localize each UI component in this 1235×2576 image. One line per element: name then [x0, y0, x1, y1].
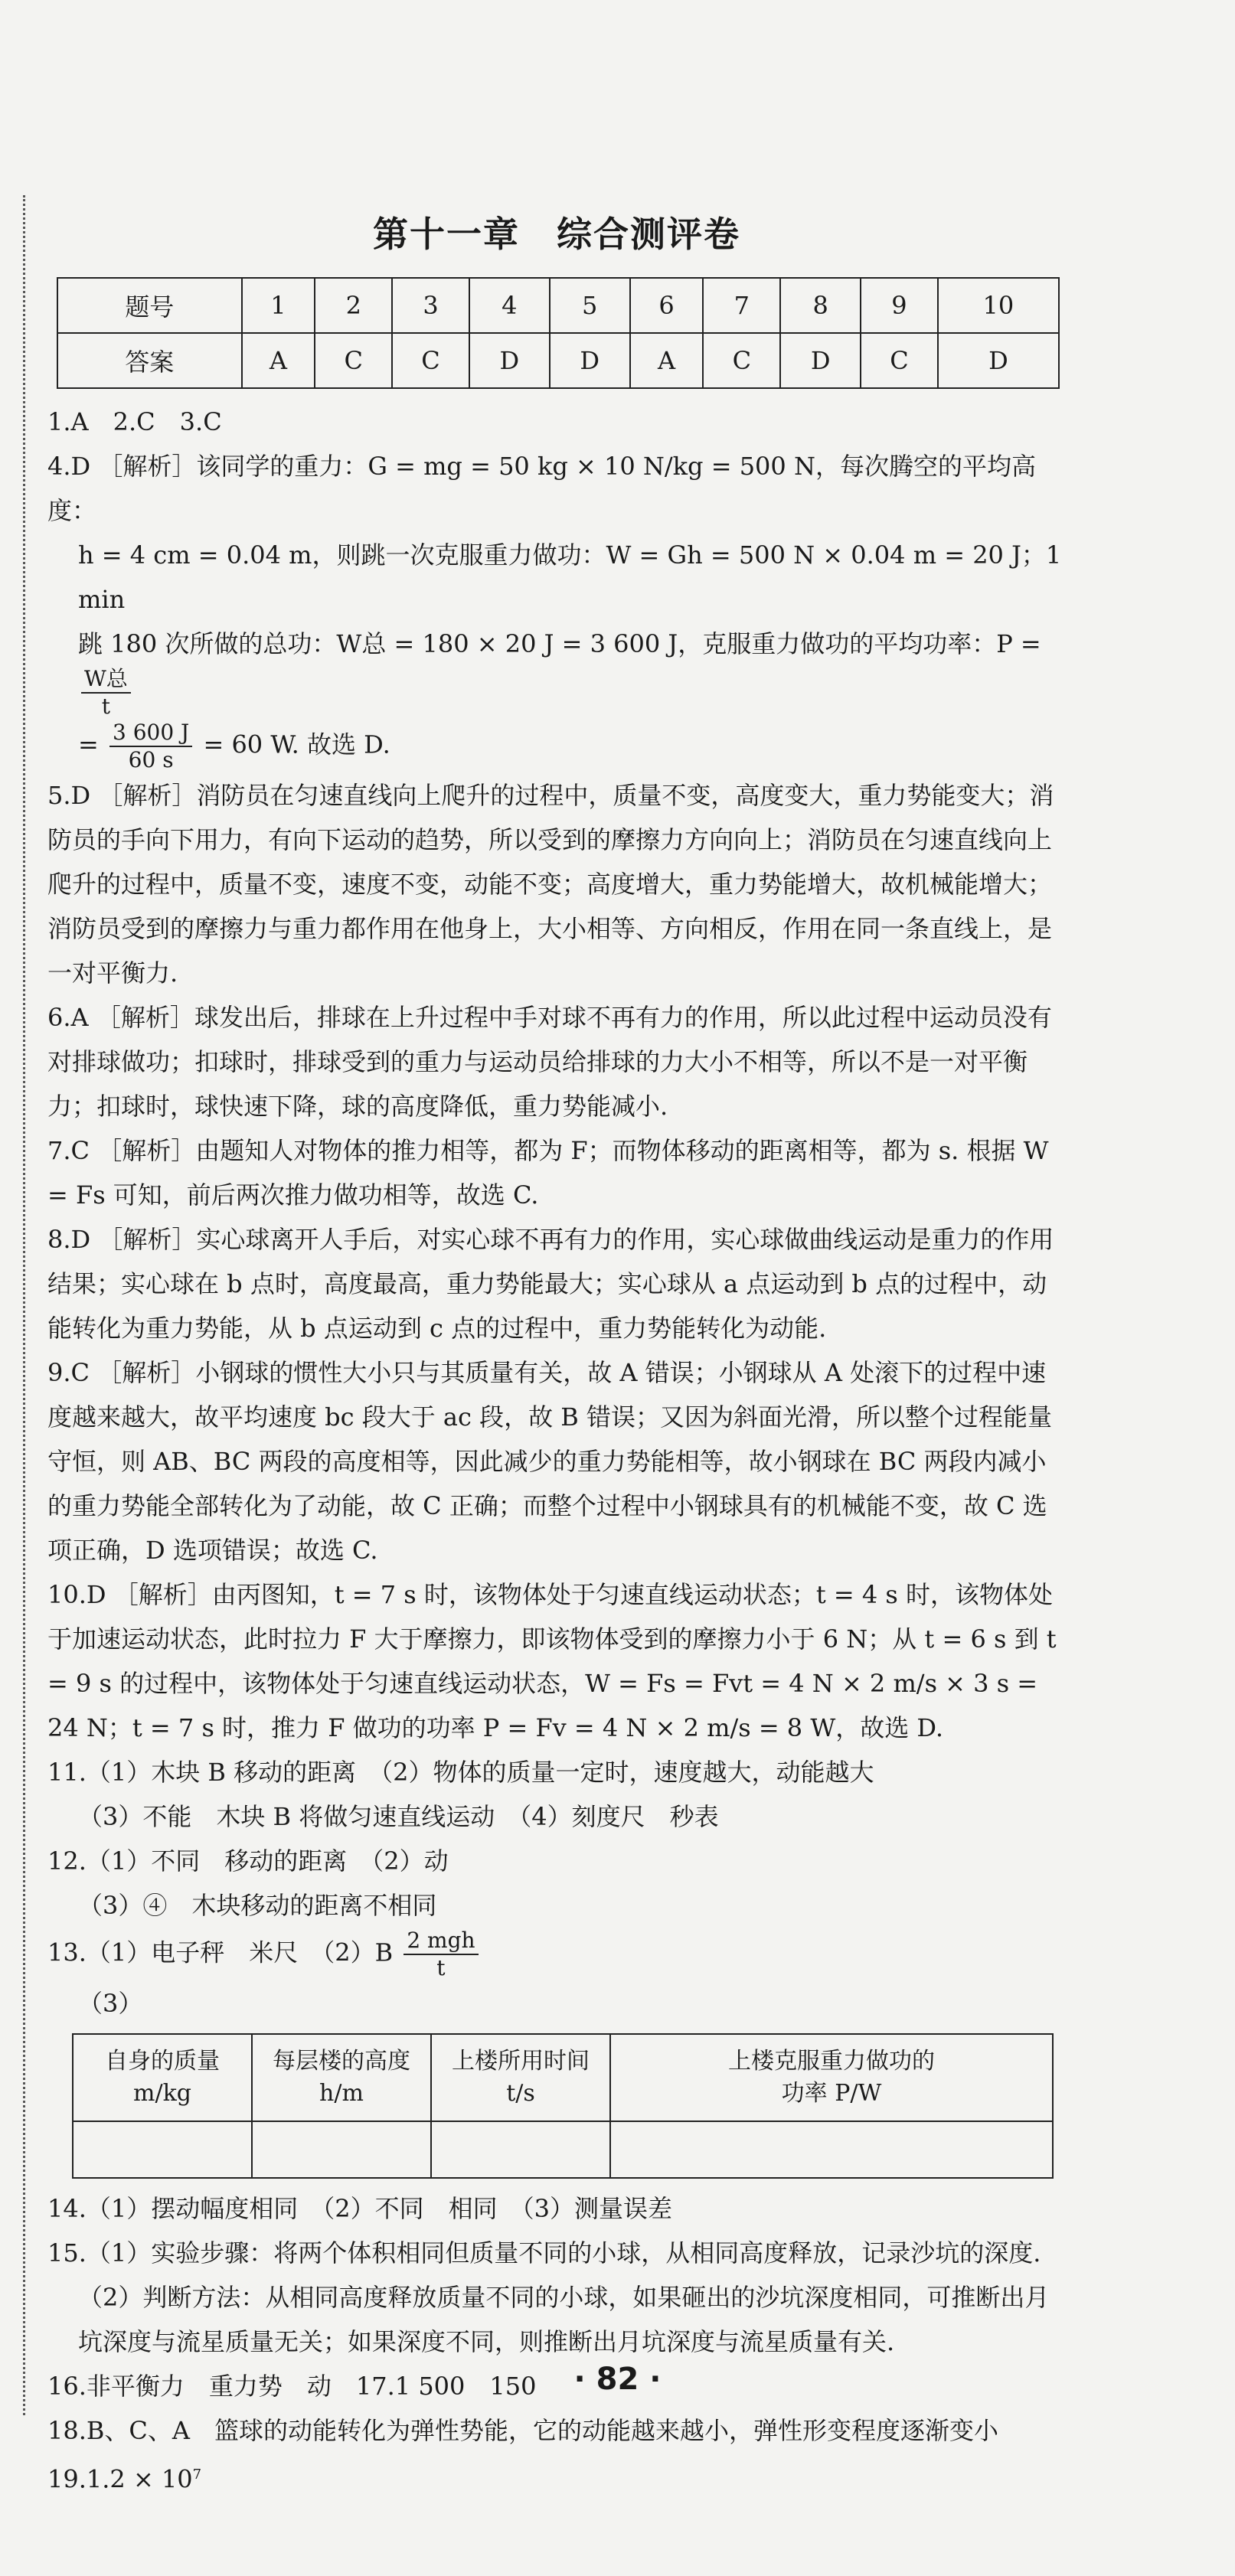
table-cell	[610, 2121, 1053, 2178]
power-fraction	[81, 666, 131, 720]
answer-key-answer-label: 答案	[57, 333, 242, 388]
answer-item-4-line	[47, 720, 1066, 773]
key-answer: D	[780, 333, 861, 388]
answer-item-4-result: = 60 W. 故选 D.	[203, 730, 390, 759]
answer-item-13-text: 13.（1）电子秤 米尺 （2）B	[47, 1938, 394, 1967]
fraction-numerator: 2 mgh	[403, 1928, 478, 1955]
table-header-cell	[431, 2034, 610, 2121]
power-formula-fraction	[403, 1928, 478, 1981]
key-answer: C	[392, 333, 469, 388]
page-title: 第十一章 综合测评卷	[373, 214, 740, 255]
key-number: 2	[315, 278, 392, 333]
table-header-row	[73, 2034, 1053, 2121]
answer-item-1-3: 1.A 2.C 3.C	[47, 407, 222, 436]
answer-item-16-17: 16.非平衡力 重力势 动 17.1 500 150	[47, 2372, 537, 2401]
answer-item-19-exponent: 7	[192, 2467, 202, 2483]
answer-item-19-base: 19.1.2 × 10	[47, 2464, 193, 2494]
key-answer: D	[469, 333, 550, 388]
answer-key-answer-row	[57, 333, 1059, 388]
header-text: 上楼克服重力做功的	[728, 2048, 935, 2075]
answer-item-6: 6.A ［解析］球发出后，排球在上升过程中手对球不再有力的作用，所以此过程中运动员没有对排球做功；扣球时，排球受到的重力与运动员给排球的力大小不相等，所以不是一对平衡力；扣球时，球快速下降，球的高度降低，重力势能减小.	[47, 1003, 1052, 1121]
answer-item-13-cont: （3）	[78, 1989, 143, 2018]
fraction-numerator: W总	[81, 666, 131, 694]
answer-item-13	[47, 1928, 1066, 1981]
key-answer: C	[861, 333, 938, 388]
header-unit: m/kg	[133, 2080, 191, 2107]
header-text: 每层楼的高度	[273, 2048, 410, 2075]
answer-key-number-row	[57, 278, 1059, 333]
work-time-fraction	[109, 720, 192, 773]
key-answer: D	[550, 333, 630, 388]
header-text: 自身的质量	[105, 2048, 220, 2075]
header-unit: h/m	[319, 2080, 364, 2107]
key-number: 6	[630, 278, 704, 333]
answer-item-12: 12.（1）不同 移动的距离 （2）动	[47, 1846, 449, 1876]
fraction-denominator: t	[101, 694, 111, 719]
answer-item-8: 8.D ［解析］实心球离开人手后，对实心球不再有力的作用，实心球做曲线运动是重力的作用结果；实心球在 b 点时，高度最高，重力势能最大；实心球从 a 点运动到 b 点的过程中，动能转化为重力势能，从 b 点运动到 c 点的过程中，重力势能转化为动能.	[47, 1225, 1054, 1343]
key-number: 5	[550, 278, 630, 333]
table-row	[73, 2121, 1053, 2178]
binding-margin-line	[23, 195, 25, 2415]
key-answer: C	[315, 333, 392, 388]
answer-item-18: 18.B、C、A 篮球的动能转化为弹性势能，它的动能越来越小，弹性形变程度逐渐变小	[47, 2416, 999, 2445]
header-unit: 功率 P/W	[781, 2080, 882, 2107]
answer-item-4-line: 4.D ［解析］该同学的重力：G = mg = 50 kg × 10 N/kg = 500 N，每次腾空的平均高度：	[47, 452, 1036, 525]
answer-key-table	[57, 277, 1060, 389]
answer-item-15-cont: （2）判断方法：从相同高度释放质量不同的小球，如果砸出的沙坑深度相同，可推断出月坑深度与流星质量无关；如果深度不同，则推断出月坑深度与流星质量有关.	[78, 2283, 1050, 2356]
answer-item-4-line: h = 4 cm = 0.04 m，则跳一次克服重力做功：W = Gh = 500 N × 0.04 m = 20 J；1 min	[78, 540, 1062, 614]
answer-page	[47, 191, 1066, 2502]
fraction-denominator: 60 s	[128, 747, 174, 772]
answer-item-14: 14.（1）摆动幅度相同 （2）不同 相同 （3）测量误差	[47, 2194, 672, 2223]
key-answer: A	[630, 333, 704, 388]
key-answer: C	[703, 333, 780, 388]
key-answer: A	[242, 333, 315, 388]
key-answer: D	[938, 333, 1059, 388]
table-header-cell	[252, 2034, 431, 2121]
answer-item-4-line	[47, 622, 1066, 720]
answer-item-19	[47, 2453, 1066, 2502]
answer-item-12-cont: （3）④ 木块移动的距离不相同	[78, 1891, 437, 1920]
key-number: 9	[861, 278, 938, 333]
table-cell	[252, 2121, 431, 2178]
answer-item-11-cont: （3）不能 木块 B 将做匀速直线运动 （4）刻度尺 秒表	[78, 1802, 719, 1831]
answer-explanations	[47, 400, 1066, 2502]
answer-item-11: 11.（1）木块 B 移动的距离 （2）物体的质量一定时，速度越大，动能越大	[47, 1758, 874, 1787]
answer-item-10: 10.D ［解析］由丙图知，t = 7 s 时，该物体处于匀速直线运动状态；t = 4 s 时，该物体处于加速运动状态，此时拉力 F 大于摩擦力，即该物体受到的摩擦力小于 6 N；从 t = 6 s 到 t = 9 s 的过程中，该物体处于匀速直线运动状态，W = Fs = Fvt = 4 N × 2 m/s × 3 s = 24 N；t = 7 s 时，推力 F 做功的功率 P = Fv = 4 N × 2 m/s = 8 W，故选 D.	[47, 1580, 1057, 1742]
answer-item-4	[47, 444, 1066, 773]
power-measurement-table	[72, 2033, 1054, 2179]
equals-sign: =	[78, 730, 99, 759]
answer-item-9: 9.C ［解析］小钢球的惯性大小只与其质量有关，故 A 错误；小钢球从 A 处滚下的过程中速度越来越大，故平均速度 bc 段大于 ac 段，故 B 错误；又因为斜面光滑，所以整个过程能量守恒，则 AB、BC 两段的高度相等，因此减少的重力势能相等，故小钢球在 BC 两段内减小的重力势能全部转化为了动能，故 C 正确；而整个过程中小钢球具有的机械能不变，故 C 选项正确，D 选项错误；故选 C.	[47, 1358, 1052, 1565]
answer-item-5: 5.D ［解析］消防员在匀速直线向上爬升的过程中，质量不变，高度变大，重力势能变大；消防员的手向下用力，有向下运动的趋势，所以受到的摩擦力方向向上；消防员在匀速直线向上爬升的过程中，质量不变，速度不变，动能不变；高度增大，重力势能增大，故机械能增大；消防员受到的摩擦力与重力都作用在他身上，大小相等、方向相反，作用在同一条直线上，是一对平衡力.	[47, 781, 1054, 988]
header-unit: t/s	[506, 2080, 535, 2107]
table-cell	[431, 2121, 610, 2178]
table-header-cell	[73, 2034, 252, 2121]
key-number: 10	[938, 278, 1059, 333]
fraction-denominator: t	[436, 1955, 446, 1980]
header-text: 上楼所用时间	[452, 2048, 590, 2075]
key-number: 1	[242, 278, 315, 333]
answer-key-header-label: 题号	[57, 278, 242, 333]
fraction-numerator: 3 600 J	[109, 720, 192, 747]
answer-item-7: 7.C ［解析］由题知人对物体的推力相等，都为 F；而物体移动的距离相等，都为 s. 根据 W = Fs 可知，前后两次推力做功相等，故选 C.	[47, 1136, 1049, 1210]
answer-item-15: 15.（1）实验步骤：将两个体积相同但质量不同的小球，从相同高度释放，记录沙坑的深度.	[47, 2238, 1041, 2267]
answer-item-4-text: 跳 180 次所做的总功：W总 = 180 × 20 J = 3 600 J，克服重力做功的平均功率：P =	[78, 629, 1041, 658]
table-header-cell	[610, 2034, 1053, 2121]
key-number: 4	[469, 278, 550, 333]
key-number: 3	[392, 278, 469, 333]
key-number: 8	[780, 278, 861, 333]
table-cell	[73, 2121, 252, 2178]
page-number: · 82 ·	[573, 2362, 662, 2397]
key-number: 7	[703, 278, 780, 333]
